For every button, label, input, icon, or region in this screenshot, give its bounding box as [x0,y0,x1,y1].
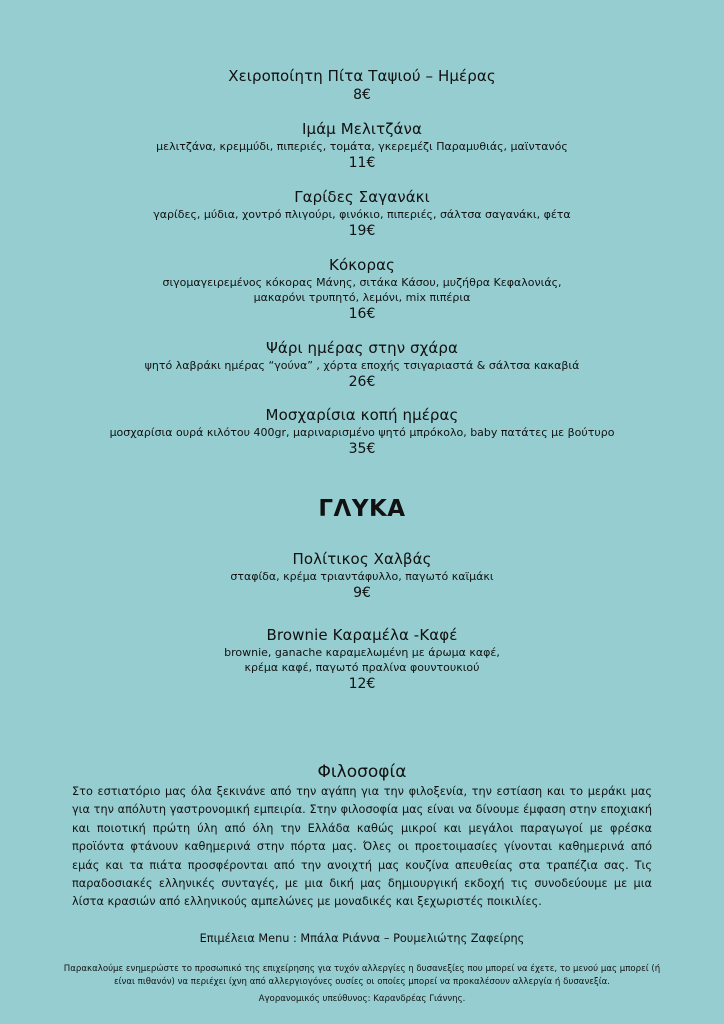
item-price: 26€ [348,374,376,390]
item-description: σταφίδα, κρέμα τριαντάφυλλο, παγωτό καϊμάκι [230,570,494,583]
item-price: 35€ [348,441,376,457]
menu-item [0,625,724,694]
menu-item [0,255,724,324]
item-name: Ψάρι ημέρας στην σχάρα [265,339,459,357]
item-description: κρέμα καφέ, παγωτό πραλίνα φουντουκιού [244,661,480,674]
item-description: brownie, ganache καραμελωμένη με άρωμα καφέ, [224,646,500,659]
item-name: Brownie Καραμέλα -Καφέ [266,626,458,644]
item-name: Γαρίδες Σαγανάκι [294,188,430,206]
menu-item [0,119,724,173]
menu-item [0,338,724,392]
item-name: Χειροποίητη Πίτα Ταψιού – Ημέρας [228,67,496,85]
menu-item [0,405,724,459]
item-name: Πολίτικος Χαλβάς [292,550,432,568]
item-description: μακαρόνι τρυπητό, λεμόνι, mix πιπέρια [253,291,471,304]
item-name: Ιμάμ Μελιτζάνα [302,120,422,138]
allergy-notice: Παρακαλούμε ενημερώστε το προσωπικό της επιχείρησης για τυχόν αλλεργίες η δυσανεξίες που μπορεί να έχετε, το μενού μας μπορεί (ή είναι πιθανόν) να περιέχει ίχνη από αλλεργιογόνες ουσίες οι οποίες μπορεί να προκαλέσουν αλλεργία ή δυσανεξία. [63,964,661,987]
menu-item [0,66,724,105]
philosophy-text: Στο εστιατόριο μας όλα ξεκινάνε από την αγάπη για την φιλοξενία, την εστίαση και το μεράκι μας για την απόλυτη γαστρονομική εμπειρία. Στην φιλοσοφία μας είναι να δίνουμε έμφαση στην εποχιακή και ποιοτική πρώτη ύλη από όλη την Ελλάδα καθώς μικροί και μεγάλοι παραγωγοί με φρέσκα προϊόντα φτάνουν καθημερινά στην πόρτα μας. Όλες οι προετοιμασίες γίνονται καθημερινά από εμάς και τα πιάτα προσφέρονται από την ανοιχτή μας κουζίνα απευθείας στα τραπέζια σας. Τις παραδοσιακές ελληνικές συνταγές, με μια δική μας δημιουργική εκδοχή τις συνοδεύουμε με μια λίστα κρασιών από ελληνικούς αμπελώνες με μοναδικές και ξεχωριστές ποικιλίες. [72,785,652,909]
item-price: 16€ [348,306,376,322]
section-title-sweets: ΓΛΥΚΑ [318,496,406,522]
menu-item [0,549,724,603]
item-price: 9€ [353,585,371,601]
menu-credits: Επιμέλεια Menu : Μπάλα Ριάννα – Ρουμελιώτης Ζαφείρης [199,932,525,945]
item-description: γαρίδες, μύδια, χοντρό πλιγούρι, φινόκιο, πιπεριές, σάλτσα σαγανάκι, φέτα [153,208,571,221]
item-description: ψητό λαβράκι ημέρας “γούνα” , χόρτα εποχής τσιγαριαστά & σάλτσα κακαβιά [144,359,580,372]
item-name: Μοσχαρίσια κοπή ημέρας [265,406,459,424]
item-description: σιγομαγειρεμένος κόκορας Μάνης, σιτάκα Κάσου, μυζήθρα Κεφαλονιάς, [162,276,562,289]
item-price: 19€ [348,223,376,239]
item-price: 8€ [353,87,371,103]
menu-item [0,187,724,241]
item-price: 12€ [348,676,376,692]
item-name: Κόκορας [329,256,395,274]
philosophy-title: Φιλοσοφία [317,762,407,782]
item-description: μοσχαρίσια ουρά κιλότου 400gr, μαριναρισμένο ψητό μπρόκολο, baby πατάτες με βούτυρο [109,426,615,439]
market-inspector: Αγορανομικός υπεύθυνος: Καρανδρέας Γιάννης. [258,994,466,1004]
item-price: 11€ [348,155,376,171]
item-description: μελιτζάνα, κρεμμύδι, πιπεριές, τομάτα, γκερεμέζι Παραμυθιάς, μαϊντανός [156,140,568,153]
